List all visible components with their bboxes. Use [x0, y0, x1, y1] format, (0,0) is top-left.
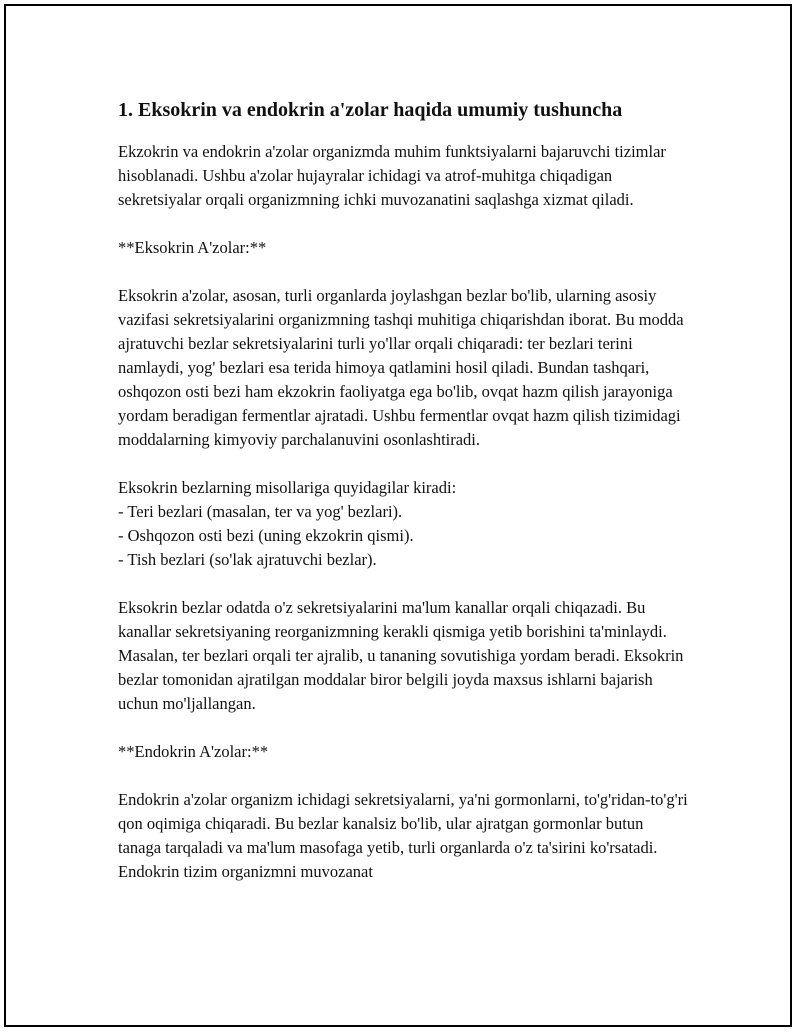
exocrine-examples — [118, 476, 688, 572]
endocrine-heading: **Endokrin A'zolar:** — [118, 742, 269, 761]
exocrine-paragraph-2: Eksokrin bezlar odatda o'z sekretsiyalarini ma'lum kanallar orqali chiqazadi. Bu kanallar sekretsiyaning reorganizmning kerakli qismiga yetib borishini ta'minlaydi. Masalan, ter bezlari orqali ter ajralib, u tananing sovutishiga yordam beradi. Eksokrin bezlar tomonidan ajratilgan moddalar biror belgili joyda maxsus ishlarni bajarish uchun mo'ljallangan. — [118, 598, 684, 713]
endocrine-paragraph-1: Endokrin a'zolar organizm ichidagi sekretsiyalarni, ya'ni gormonlarni, to'g'ridan-to'g'ri qon oqimiga chiqaradi. Bu bezlar kanalsiz bo'lib, ular ajratgan gormonlar butun tanaga tarqaladi va ma'lum masofaga yetib, turli organlarda o'z ta'sirini ko'rsatadi. Endokrin tizim organizmni muvozanat — [118, 790, 688, 881]
exocrine-list-intro: Eksokrin bezlarning misollariga quyidagilar kiradi: — [118, 478, 457, 497]
exocrine-paragraph-1: Eksokrin a'zolar, asosan, turli organlarda joylashgan bezlar bo'lib, ularning asosiy vazifasi sekretsiyalarini organizmning tashqi muhitiga chiqarishdan iborat. Bu modda ajratuvchi bezlar sekretsiyalarini turli yo'llar orqali chiqaradi: ter bezlari terini namlaydi, yog' bezlari esa terida himoya qatlamini hosil qiladi. Bundan tashqari, oshqozon osti bezi ham ekzokrin faoliyatga ega bo'lib, ovqat hazm qilish jarayoniga yordam beradigan fermentlar ajratadi. Ushbu fermentlar ovqat hazm qilish tizimidagi moddalarning kimyoviy parchalanuvini osonlashtiradi. — [118, 286, 684, 449]
intro-paragraph: Ekzokrin va endokrin a'zolar organizmda muhim funktsiyalarni bajaruvchi tizimlar hisoblanadi. Ushbu a'zolar hujayralar ichidagi va atrof-muhitga chiqadigan sekretsiyalar orqali organizmning ichki muvozanatini saqlashga xizmat qiladi. — [118, 142, 666, 209]
exocrine-heading: **Eksokrin A'zolar:** — [118, 238, 267, 257]
list-item: - Tish bezlari (so'lak ajratuvchi bezlar). — [118, 550, 377, 569]
section-heading: 1. Eksokrin va endokrin a'zolar haqida umumiy tushuncha — [118, 99, 623, 121]
list-item: - Oshqozon osti bezi (uning ekzokrin qismi). — [118, 526, 414, 545]
document-page — [4, 4, 792, 1027]
document-body — [118, 96, 688, 908]
list-item: - Teri bezlari (masalan, ter va yog' bezlari). — [118, 502, 403, 521]
